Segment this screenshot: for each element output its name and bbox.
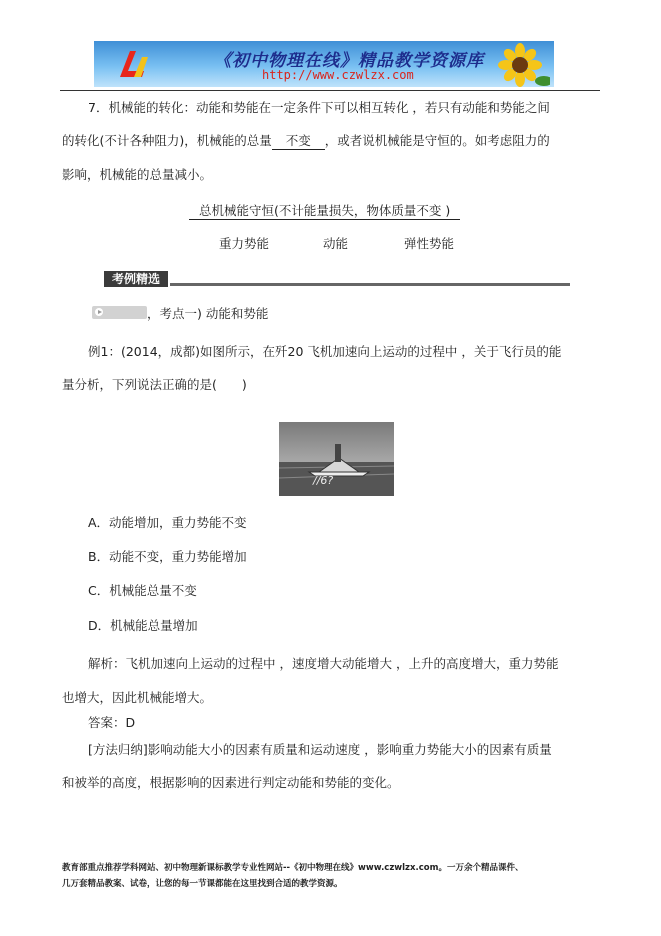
example-line2: 量分析，下列说法正确的是( ) (62, 377, 247, 392)
method-line2: 和被举的高度，根据影响的因素进行判定动能和势能的变化。 (62, 775, 400, 790)
diagram-top-label: 总机械能守恒(不计能量损失，物体质量不变 ) (189, 203, 460, 220)
para7-line2-post: ，或者说机械能是守恒的。如考虑阻力的 (324, 133, 550, 148)
diagram-item-gravity: 重力势能 (219, 236, 270, 251)
option-d: D．机械能总量增加 (88, 618, 198, 633)
option-b: B．动能不变，重力势能增加 (88, 549, 247, 564)
method-line1: [方法归纳]影响动能大小的因素有质量和运动速度 ，影响重力势能大小的因素有质量 (88, 742, 552, 757)
diagram-item-kinetic: 动能 (323, 236, 349, 251)
answer-blank: 不变 (272, 133, 325, 150)
diagram-item-elastic: 弹性势能 (404, 236, 455, 251)
jet-photo (279, 422, 394, 496)
sunflower-icon (488, 43, 550, 87)
para7-line2-pre: 的转化(不计各种阻力)，机械能的总量 (62, 133, 272, 148)
footer-line1: 教育部重点推荐学科网站、初中物理新课标教学专业性网站--《初中物理在线》www.czwlzx.com。一万余个精品课件、 (62, 863, 524, 873)
kaodian-label: ，考点一) 动能和势能 (147, 306, 269, 321)
kaodian-tab (92, 306, 147, 319)
para7-line2 (62, 133, 550, 150)
example-line1: 例1：(2014，成都)如图所示，在歼20 飞机加速向上运动的过程中 ，关于飞行员的能 (88, 344, 562, 359)
footer-line2: 几万套精品教案、试卷，让您的每一节课都能在这里找到合适的教学资源。 (62, 879, 343, 889)
header-banner (94, 41, 554, 87)
analysis-line1: 解析：飞机加速向上运动的过程中 ，速度增大动能增大 ，上升的高度增大，重力势能 (88, 656, 559, 671)
site-logo-icon (116, 47, 152, 81)
option-c: C．机械能总量不变 (88, 583, 197, 598)
answer-text: 答案：D (88, 715, 136, 730)
play-arrow-icon (95, 308, 103, 316)
analysis-line2: 也增大，因此机械能增大。 (62, 690, 213, 705)
section-title: 考例精选 (104, 271, 168, 287)
option-a: A．动能增加，重力势能不变 (88, 515, 247, 530)
header-rule (60, 90, 600, 91)
banner-title: 《初中物理在线》精品教学资源库 (214, 51, 484, 71)
para7-line1: 7．机械能的转化：动能和势能在一定条件下可以相互转化 ，若只有动能和势能之间 (88, 100, 550, 115)
section-divider (170, 283, 570, 286)
para7-line3: 影响，机械能的总量减小。 (62, 167, 213, 182)
svg-text://6?: //6? (313, 474, 334, 487)
banner-url[interactable]: http://www.czwlzx.com (262, 68, 414, 82)
